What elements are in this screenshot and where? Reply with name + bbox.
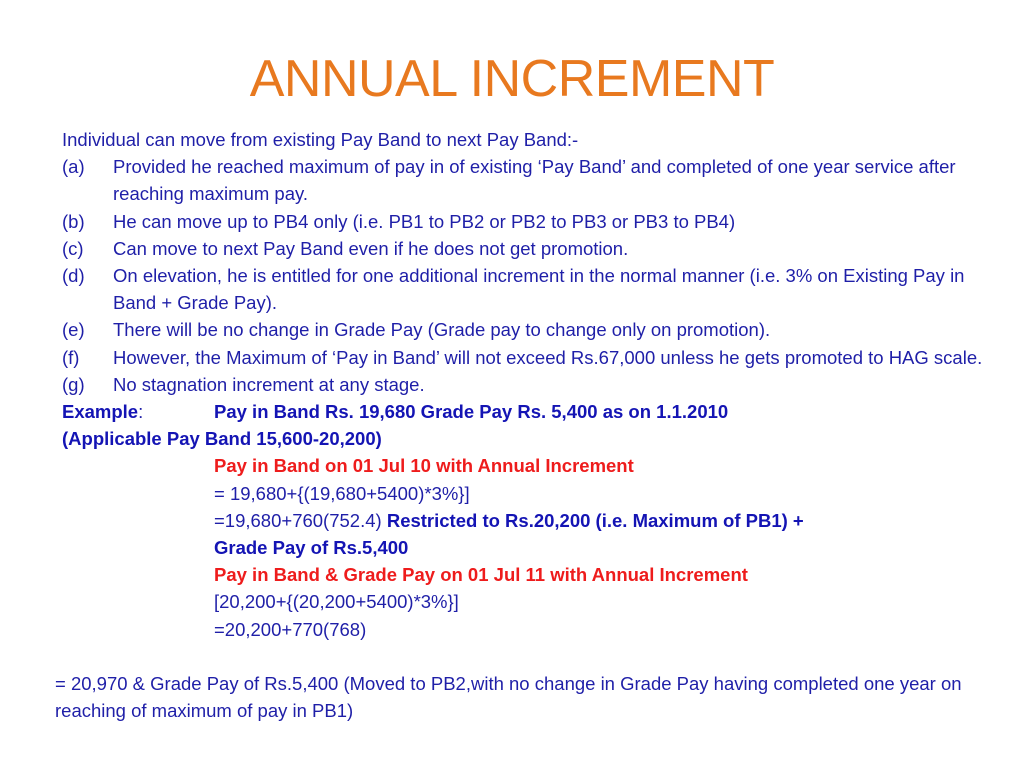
list-text: On elevation, he is entitled for one additional increment in the normal manner (i.e. 3% on Existing Pay in Band + Grade Pay). xyxy=(113,265,965,314)
applicable-pay-band: (Applicable Pay Band 15,600-20,200) xyxy=(62,428,382,450)
step2-heading: Pay in Band & Grade Pay on 01 Jul 11 with Annual Increment xyxy=(214,564,748,586)
step2-line2: =20,200+770(768) xyxy=(214,618,367,640)
example-label-wrap xyxy=(62,398,214,425)
list-item-b xyxy=(62,208,1012,235)
step1-line1: = 19,680+{(19,680+5400)*3%}] xyxy=(214,482,470,504)
step1-heading: Pay in Band on 01 Jul 10 with Annual Increment xyxy=(214,455,634,477)
list-text: Provided he reached maximum of pay in of existing ‘Pay Band’ and completed of one year service after reaching maximum pay. xyxy=(113,156,956,205)
list-item-a xyxy=(62,153,1012,207)
list-text: Can move to next Pay Band even if he does not get promotion. xyxy=(113,237,629,259)
list-text: No stagnation increment at any stage. xyxy=(113,373,425,395)
step1-line2-plain: =19,680+760(752.4) xyxy=(214,509,387,531)
list-marker: (b) xyxy=(62,210,85,232)
slide-body xyxy=(62,126,1012,643)
example-row xyxy=(62,398,1012,425)
example-value: Pay in Band Rs. 19,680 Grade Pay Rs. 5,400 as on 1.1.2010 xyxy=(214,401,729,423)
final-result: = 20,970 & Grade Pay of Rs.5,400 (Moved to PB2,with no change in Grade Pay having completed one year on reaching of maximum of pay in PB1) xyxy=(55,673,962,722)
list-text: There will be no change in Grade Pay (Grade pay to change only on promotion). xyxy=(113,319,771,341)
list-marker: (g) xyxy=(62,373,85,395)
step1-line2 xyxy=(214,507,1012,534)
list-item-g xyxy=(62,371,1012,398)
step1-line2-bold: Restricted to Rs.20,200 (i.e. Maximum of PB1) + xyxy=(386,509,804,531)
example-label: Example xyxy=(62,401,139,423)
list-item-c xyxy=(62,235,1012,262)
list-marker: (d) xyxy=(62,265,85,287)
slide-title: ANNUAL INCREMENT xyxy=(249,50,775,108)
step1-line3: Grade Pay of Rs.5,400 xyxy=(214,537,409,559)
calculation-block xyxy=(62,452,1012,642)
list-item-d xyxy=(62,262,1012,316)
list-marker: (c) xyxy=(62,237,84,259)
list-marker: (a) xyxy=(62,156,85,178)
list-item-f xyxy=(62,344,1012,371)
list-marker: (f) xyxy=(62,346,80,368)
example-colon: : xyxy=(138,401,144,423)
intro-text: Individual can move from existing Pay Band to next Pay Band:- xyxy=(62,129,579,150)
list-text: However, the Maximum of ‘Pay in Band’ will not exceed Rs.67,000 unless he gets promoted to HAG scale. xyxy=(113,346,983,368)
list-marker: (e) xyxy=(62,319,85,341)
list-text: He can move up to PB4 only (i.e. PB1 to PB2 or PB2 to PB3 or PB3 to PB4) xyxy=(113,210,736,232)
step2-line1: [20,200+{(20,200+5400)*3%}] xyxy=(214,591,459,613)
list-item-e xyxy=(62,316,1012,343)
